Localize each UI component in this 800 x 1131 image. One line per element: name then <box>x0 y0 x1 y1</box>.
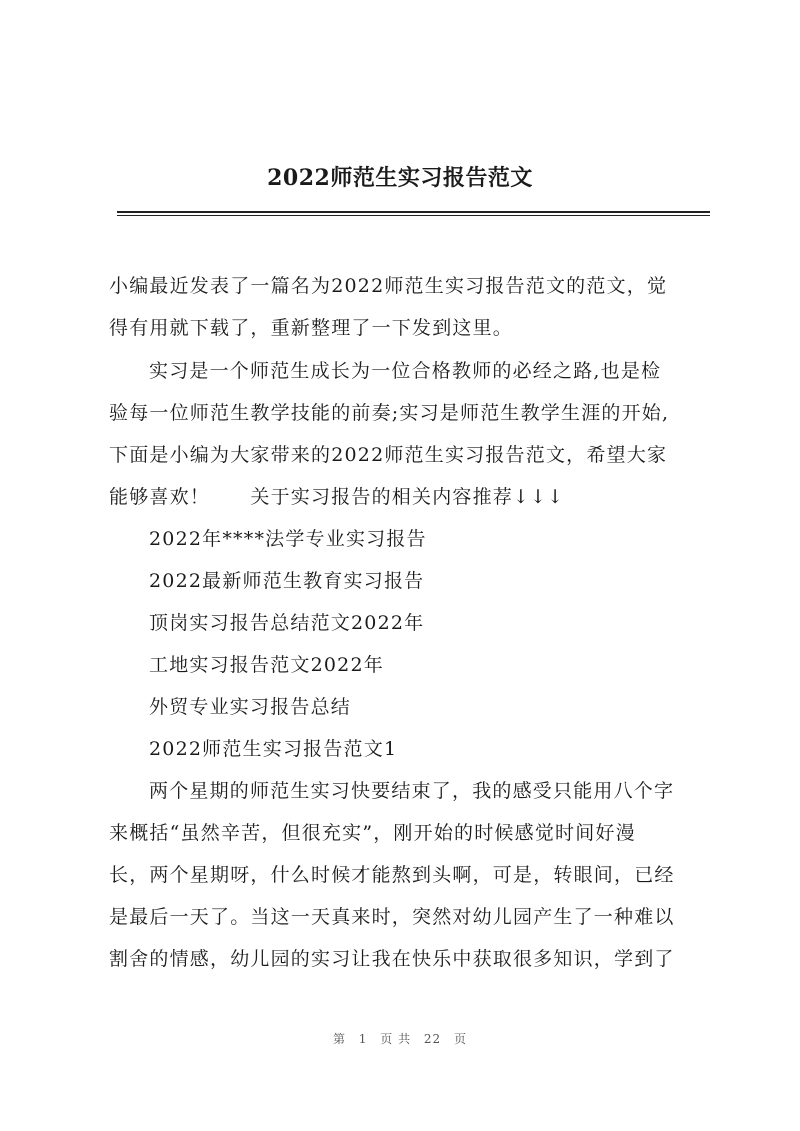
body-line: 割舍的情感，幼儿园的实习让我在快乐中获取很多知识，学到了 <box>109 948 675 970</box>
recommend-link[interactable]: 顶岗实习报告总结范文2022年 <box>149 612 425 634</box>
body-line: 下面是小编为大家带来的2022师范生实习报告范文，希望大家 <box>109 444 668 466</box>
recommend-link[interactable]: 2022最新师范生教育实习报告 <box>149 570 425 592</box>
document-title: 2022师范生实习报告范文 <box>267 165 533 191</box>
body-line: 两个星期的师范生实习快要结束了，我的感受只能用八个字 <box>149 780 675 802</box>
footer-page-number: 1 <box>358 1032 368 1046</box>
body-line: 能够喜欢！ 关于实习报告的相关内容推荐↓↓↓ <box>109 486 565 508</box>
page-footer <box>0 1031 800 1047</box>
recommend-link[interactable]: 2022年****法学专业实习报告 <box>149 528 427 550</box>
recommend-link[interactable]: 外贸专业实习报告总结 <box>149 696 352 718</box>
title-rule-thin <box>117 215 710 216</box>
body-line: 得有用就下载了，重新整理了一下发到这里。 <box>109 317 514 339</box>
section-heading: 2022师范生实习报告范文1 <box>149 738 398 760</box>
body-line: 来概括“虽然辛苦，但很充实”，刚开始的时候感觉时间好漫 <box>109 822 636 844</box>
body-line: 长，两个星期呀，什么时候才能熬到头啊，可是，转眼间，已经 <box>109 864 675 886</box>
footer-total-pages: 22 <box>423 1032 442 1046</box>
body-line: 是最后一天了。当这一天真来时，突然对幼儿园产生了一种难以 <box>109 906 675 928</box>
recommend-link[interactable]: 工地实习报告范文2022年 <box>149 654 384 676</box>
body-line: 小编最近发表了一篇名为2022师范生实习报告范文的范文，觉 <box>109 275 668 297</box>
body-line: 验每一位师范生教学技能的前奏;实习是师范生教学生涯的开始, <box>109 402 670 424</box>
body-line: 实习是一个师范生成长为一位合格教师的必经之路,也是检 <box>149 360 662 382</box>
footer-prefix: 第 <box>332 1032 346 1046</box>
title-rule <box>117 211 710 213</box>
footer-middle: 页 共 <box>380 1032 412 1046</box>
footer-suffix: 页 <box>454 1032 468 1046</box>
